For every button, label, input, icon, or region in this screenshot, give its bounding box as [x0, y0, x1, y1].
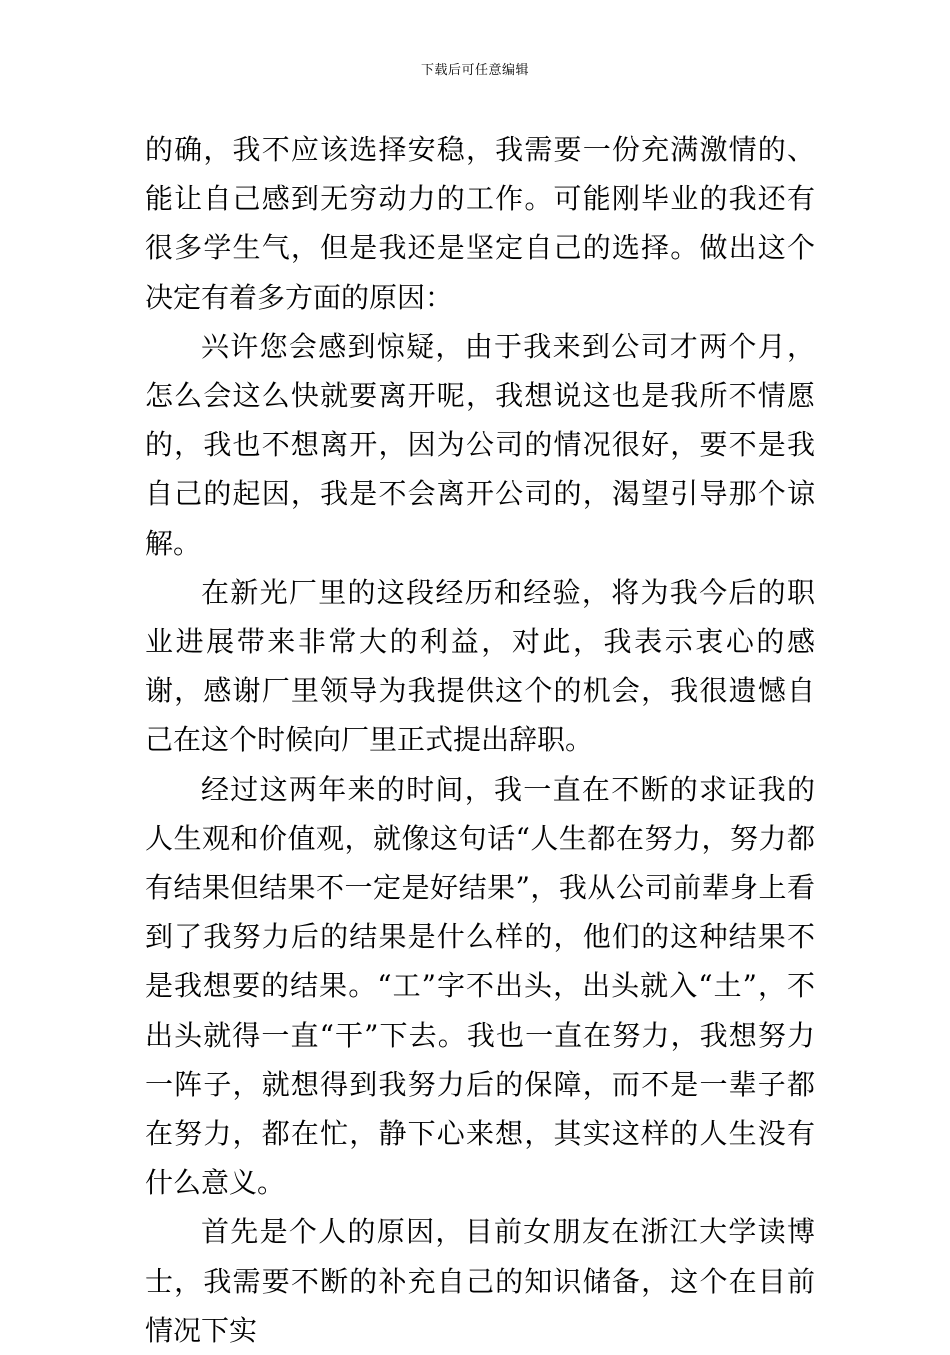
paragraph-2: 兴许您会感到惊疑，由于我来到公司才两个月，怎么会这么快就要离开呢，我想说这也是我所不情愿的，我也不想离开，因为公司的情况很好，要不是我自己的起因，我是不会离开公司的，渴望引导那个谅解。	[145, 329, 815, 560]
paragraph-3: 在新光厂里的这段经历和经验，将为我今后的职业进展带来非常大的利益，对此，我表示衷心的感谢，感谢厂里领导为我提供这个的机会，我很遗憾自己在这个时候向厂里正式提出辞职。	[145, 575, 815, 757]
paragraph-5: 首先是个人的原因，目前女朋友在浙江大学读博士，我需要不断的补充自己的知识储备，这个在目前情况下实	[145, 1215, 815, 1347]
paragraph-1: 的确，我不应该选择安稳，我需要一份充满激情的、能让自己感到无穷动力的工作。可能刚毕业的我还有很多学生气，但是我还是坚定自己的选择。做出这个决定有着多方面的原因：	[145, 133, 815, 314]
document-body	[145, 125, 815, 1355]
page-header: 下载后可任意编辑	[420, 63, 529, 78]
paragraph-4: 经过这两年来的时间，我一直在不断的求证我的人生观和价值观，就像这句话“人生都在努力，努力都有结果但结果不一定是好结果”，我从公司前辈身上看到了我努力后的结果是什么样的，他们的这种结果不是我想要的结果。“工”字不出头，出头就入“土”，不出头就得一直“干”下去。我也一直在努力，我想努力一阵子，就想得到我努力后的保障，而不是一辈子都在努力，都在忙，静下心来想，其实这样的人生没有什么意义。	[145, 772, 815, 1200]
